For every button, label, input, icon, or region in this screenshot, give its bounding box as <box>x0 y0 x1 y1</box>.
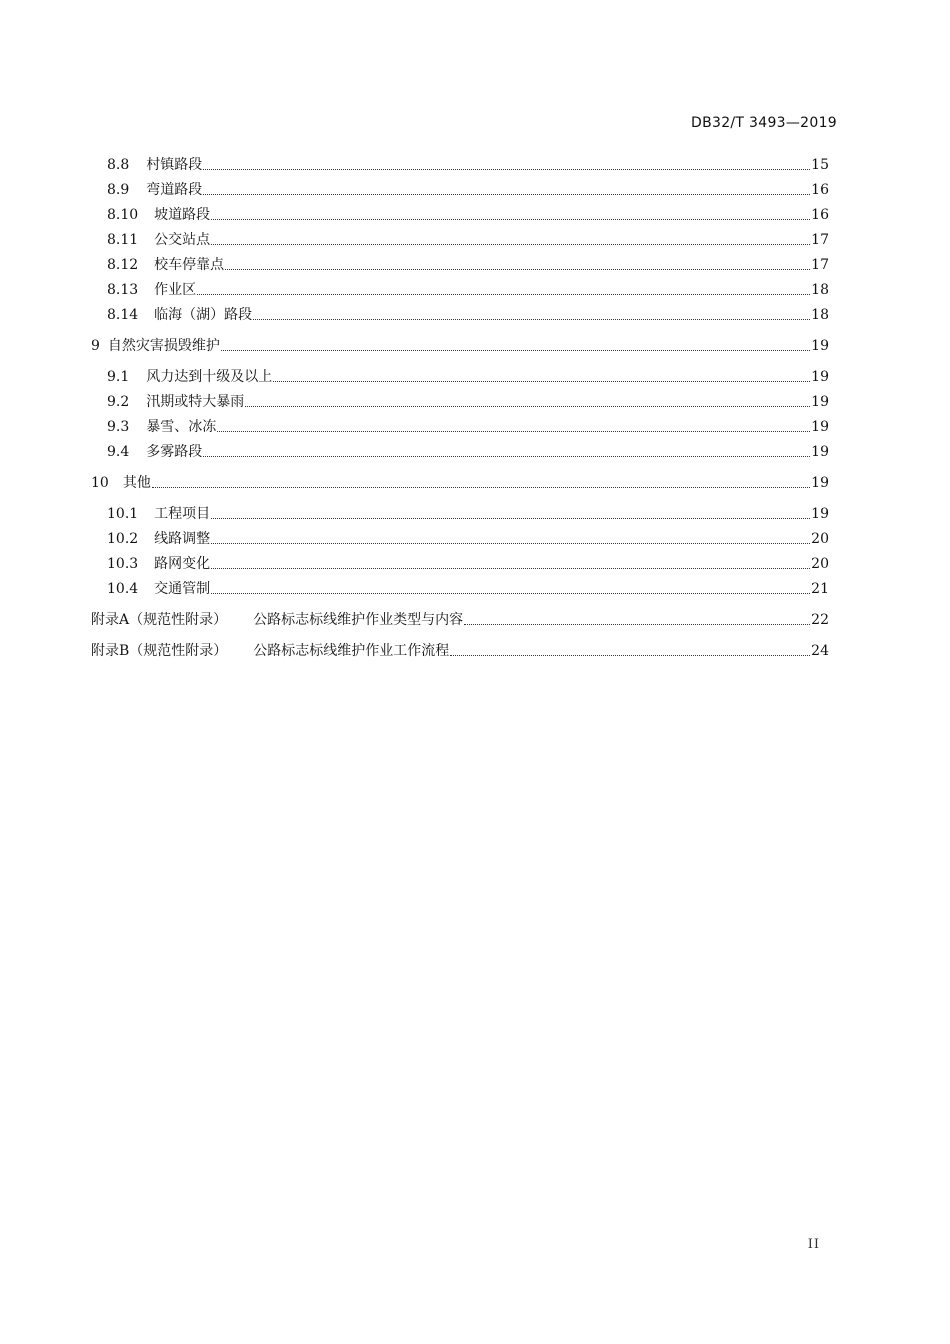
toc-entry-number: 10.2 <box>107 531 139 547</box>
toc-entry-title: 村镇路段 <box>146 157 203 173</box>
toc-entry-title: 交通管制 <box>154 581 211 597</box>
toc-entry-page: 19 <box>811 369 829 385</box>
toc-entry-number: 9.4 <box>107 444 130 460</box>
toc-dot-leader <box>211 244 810 245</box>
toc-entry-page: 19 <box>811 475 829 491</box>
toc-dot-leader <box>211 593 810 594</box>
toc-entry[interactable] <box>107 306 829 324</box>
toc-dot-leader <box>450 655 810 656</box>
toc-entry-number: 8.10 <box>107 207 139 223</box>
toc-entry-title: 线路调整 <box>154 531 211 547</box>
toc-dot-leader <box>203 456 810 457</box>
toc-dot-leader <box>245 406 810 407</box>
toc-entry[interactable] <box>107 555 829 573</box>
toc-dot-leader <box>211 543 810 544</box>
toc-dot-leader <box>225 269 810 270</box>
toc-entry-page: 17 <box>811 232 829 248</box>
document-code: DB32/T 3493—2019 <box>691 115 837 131</box>
toc-entry-number: 10.3 <box>107 556 139 572</box>
toc-entry[interactable] <box>107 256 829 274</box>
toc-entry-page: 15 <box>811 157 829 173</box>
toc-entry-title: 汛期或特大暴雨 <box>146 394 245 410</box>
toc-entry-title: 风力达到十级及以上 <box>146 369 273 385</box>
toc-entry[interactable] <box>107 181 829 199</box>
toc-entry-number: 附录B（规范性附录） <box>91 643 228 659</box>
toc-dot-leader <box>203 194 810 195</box>
toc-entry-number: 附录A（规范性附录） <box>91 612 228 628</box>
toc-entry[interactable] <box>107 156 829 174</box>
toc-entry-page: 19 <box>811 444 829 460</box>
toc-entry-number: 8.14 <box>107 307 139 323</box>
toc-dot-leader <box>197 294 810 295</box>
toc-entry-title: 临海（湖）路段 <box>154 307 253 323</box>
toc-dot-leader <box>152 487 810 488</box>
toc-entry-title: 弯道路段 <box>146 182 203 198</box>
toc-dot-leader <box>211 219 810 220</box>
toc-entry[interactable] <box>107 505 829 523</box>
toc-entry-number: 9 <box>91 338 100 354</box>
toc-entry-title: 工程项目 <box>154 506 211 522</box>
toc-entry-title: 公交站点 <box>154 232 211 248</box>
toc-entry-page: 19 <box>811 506 829 522</box>
toc-entry[interactable] <box>91 642 829 660</box>
toc-entry-title: 多雾路段 <box>146 444 203 460</box>
toc-entry-title: 公路标志标线维护作业工作流程 <box>253 643 450 659</box>
toc-entry-page: 16 <box>811 207 829 223</box>
toc-dot-leader <box>273 381 810 382</box>
page-number: II <box>807 1237 820 1252</box>
toc-entry[interactable] <box>107 231 829 249</box>
toc-entry-number: 8.13 <box>107 282 139 298</box>
toc-dot-leader <box>221 350 810 351</box>
toc-entry-number: 8.11 <box>107 232 139 248</box>
toc-entry[interactable] <box>107 580 829 598</box>
toc-entry-page: 22 <box>811 612 829 628</box>
toc-entry-page: 21 <box>811 581 829 597</box>
toc-entry-page: 20 <box>811 556 829 572</box>
toc-entry-number: 9.2 <box>107 394 130 410</box>
toc-entry-page: 18 <box>811 282 829 298</box>
toc-entry-number: 8.9 <box>107 182 130 198</box>
toc-entry-title: 公路标志标线维护作业类型与内容 <box>253 612 464 628</box>
toc-entry-number: 9.3 <box>107 419 130 435</box>
toc-entry-title: 校车停靠点 <box>154 257 225 273</box>
toc-entry-title: 其他 <box>122 475 151 491</box>
toc-entry-number: 8.12 <box>107 257 139 273</box>
toc-entry-page: 16 <box>811 182 829 198</box>
toc-entry-title: 暴雪、冰冻 <box>146 419 217 435</box>
toc-entry-number: 9.1 <box>107 369 130 385</box>
toc-dot-leader <box>211 518 810 519</box>
toc-entry[interactable] <box>107 443 829 461</box>
toc-entry-number: 8.8 <box>107 157 130 173</box>
toc-entry-page: 19 <box>811 419 829 435</box>
toc-entry-number: 10.1 <box>107 506 139 522</box>
toc-entry-page: 20 <box>811 531 829 547</box>
toc-entry[interactable] <box>107 368 829 386</box>
toc-dot-leader <box>211 568 810 569</box>
toc-entry[interactable] <box>107 281 829 299</box>
toc-entry[interactable] <box>91 337 829 355</box>
toc-entry-number: 10.4 <box>107 581 139 597</box>
toc-entry-page: 17 <box>811 257 829 273</box>
toc-dot-leader <box>464 624 810 625</box>
toc-entry-page: 19 <box>811 394 829 410</box>
toc-entry-page: 19 <box>811 338 829 354</box>
toc-entry[interactable] <box>91 474 829 492</box>
toc-entry-title: 坡道路段 <box>154 207 211 223</box>
toc-dot-leader <box>217 431 810 432</box>
toc-entry[interactable] <box>107 418 829 436</box>
toc-entry-title: 作业区 <box>154 282 197 298</box>
toc-dot-leader <box>253 319 810 320</box>
toc-entry-title: 路网变化 <box>154 556 211 572</box>
toc-entry[interactable] <box>91 611 829 629</box>
toc-entry-page: 24 <box>811 643 829 659</box>
toc-entry[interactable] <box>107 530 829 548</box>
toc-entry[interactable] <box>107 206 829 224</box>
toc-entry-page: 18 <box>811 307 829 323</box>
toc-dot-leader <box>203 169 810 170</box>
toc-entry[interactable] <box>107 393 829 411</box>
toc-entry-number: 10 <box>91 475 109 491</box>
toc-entry-title: 自然灾害损毁维护 <box>107 338 220 354</box>
